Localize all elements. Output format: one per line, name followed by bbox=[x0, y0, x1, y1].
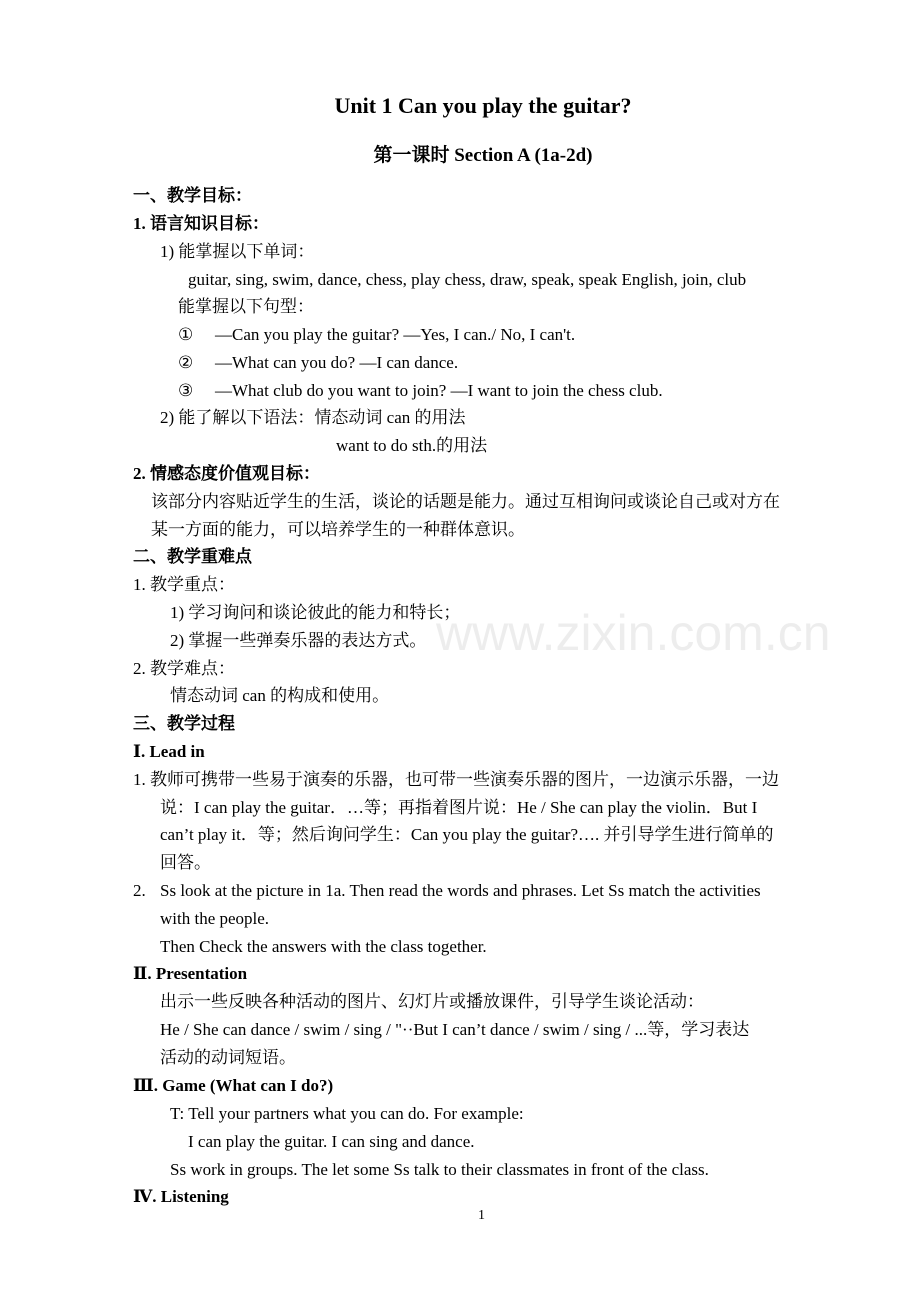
section-heading: 二、教学重难点 bbox=[133, 547, 252, 566]
lesson-subtitle: 第一课时 Section A (1a-2d) bbox=[373, 145, 593, 166]
paragraph-line: 1. 教师可携带一些易于演奏的乐器，也可带一些演奏乐器的图片，一边演示乐器，一边 bbox=[133, 770, 779, 789]
step-heading: Ⅲ. Game (What can I do?) bbox=[133, 1076, 334, 1095]
vocabulary-line: guitar, sing, swim, dance, chess, play chess, draw, speak, speak English, join, club bbox=[188, 270, 747, 289]
paragraph-line: 说：I can play the guitar．…等；再指着图片说：He / She can play the violin．But I bbox=[160, 798, 758, 817]
step-heading: Ⅰ. Lead in bbox=[133, 742, 205, 761]
list-marker: ② bbox=[178, 353, 194, 372]
paragraph-line: with the people. bbox=[160, 909, 270, 928]
paragraph-line: 活动的动词短语。 bbox=[160, 1048, 296, 1067]
document-title: Unit 1 Can you play the guitar? bbox=[334, 93, 632, 118]
paragraph-line: Ss look at the picture in 1a. Then read the words and phrases. Let Ss match the activities bbox=[160, 881, 761, 900]
list-marker: 2. bbox=[133, 881, 146, 900]
section-heading: 三、教学过程 bbox=[133, 714, 235, 733]
text-line: 1. 教学重点： bbox=[133, 575, 235, 594]
text-line: 2) 掌握一些弹奏乐器的表达方式。 bbox=[170, 631, 427, 650]
paragraph-line: He / She can dance / swim / sing / "··But I can’t dance / swim / sing / ...等，学习表达 bbox=[160, 1020, 750, 1039]
paragraph-line: can’t play it．等；然后询问学生：Can you play the guitar?…. 并引导学生进行简单的 bbox=[160, 825, 774, 844]
text-line: 1) 学习询问和谈论彼此的能力和特长； bbox=[170, 603, 461, 622]
list-marker: ③ bbox=[178, 381, 194, 400]
subsection-heading: 1. 语言知识目标： bbox=[133, 214, 269, 233]
text-line: 1) 能掌握以下单词： bbox=[160, 242, 315, 261]
paragraph-line: T: Tell your partners what you can do. For example: bbox=[170, 1104, 524, 1123]
list-marker: ① bbox=[178, 325, 194, 344]
subsection-heading: 2. 情感态度价值观目标： bbox=[133, 464, 320, 483]
watermark: www.zixin.com.cn bbox=[436, 605, 831, 661]
paragraph-line: I can play the guitar. I can sing and dance. bbox=[188, 1132, 475, 1151]
paragraph-line: 某一方面的能力，可以培养学生的一种群体意识。 bbox=[151, 520, 525, 539]
paragraph-line: 出示一些反映各种活动的图片、幻灯片或播放课件，引导学生谈论活动： bbox=[160, 992, 704, 1011]
text-line: 能掌握以下句型： bbox=[178, 297, 314, 316]
sentence-pattern: —What club do you want to join? —I want to join the chess club. bbox=[215, 381, 663, 400]
sentence-pattern: —Can you play the guitar? —Yes, I can./ No, I can't. bbox=[215, 325, 576, 344]
section-heading: 一、教学目标： bbox=[133, 186, 252, 205]
step-heading: Ⅱ. Presentation bbox=[133, 964, 248, 983]
text-line: 情态动词 can 的构成和使用。 bbox=[170, 686, 390, 705]
text-line: 2. 教学难点： bbox=[133, 659, 235, 678]
paragraph-line: 回答。 bbox=[160, 853, 211, 872]
text-line: want to do sth.的用法 bbox=[336, 436, 488, 455]
page-number: 1 bbox=[478, 1208, 485, 1223]
paragraph-line: 该部分内容贴近学生的生活，谈论的话题是能力。通过互相询问或谈论自己或对方在 bbox=[151, 492, 780, 511]
text-line: 2) 能了解以下语法：情态动词 can 的用法 bbox=[160, 408, 466, 427]
paragraph-line: Ss work in groups. The let some Ss talk to their classmates in front of the class. bbox=[170, 1160, 709, 1179]
step-heading: Ⅳ. Listening bbox=[133, 1187, 229, 1206]
paragraph-line: Then Check the answers with the class together. bbox=[160, 937, 487, 956]
sentence-pattern: —What can you do? —I can dance. bbox=[215, 353, 459, 372]
